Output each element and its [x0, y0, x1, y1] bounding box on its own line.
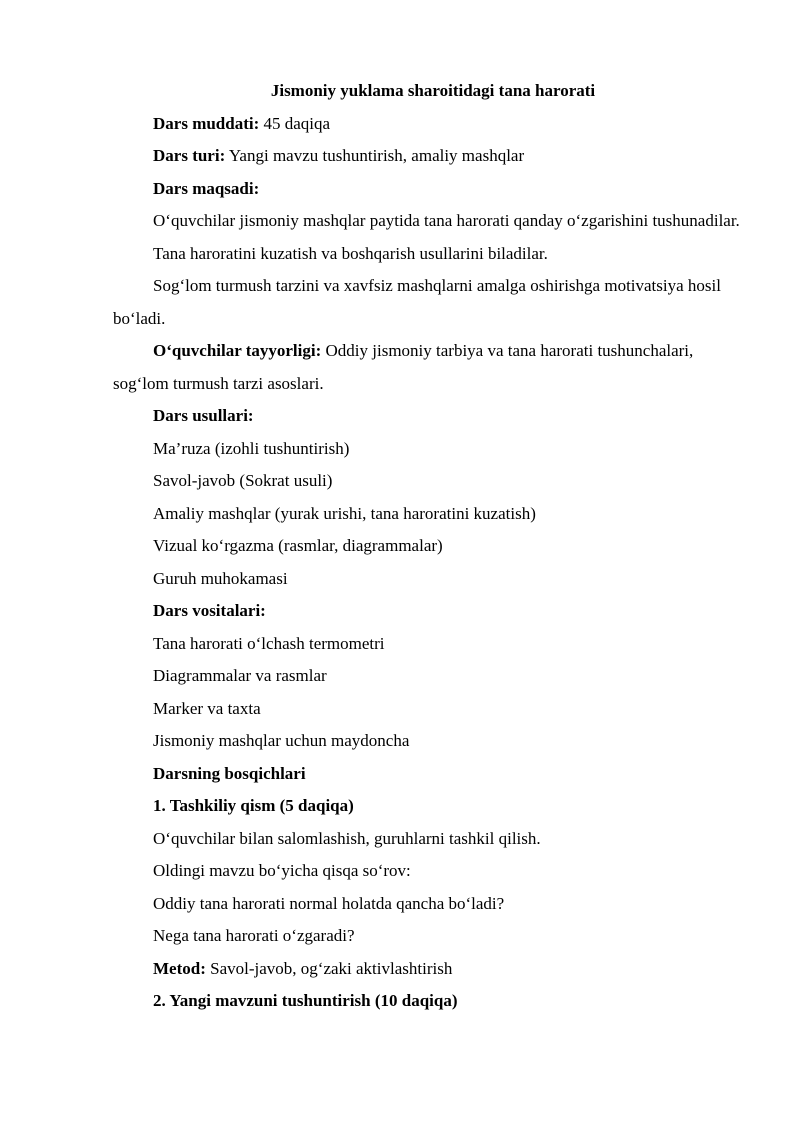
tool-item: Diagrammalar va rasmlar: [153, 666, 327, 685]
duration-line: [113, 108, 743, 141]
duration-value: 45 daqiqa: [259, 113, 331, 133]
duration-label: Dars muddati:: [153, 113, 260, 133]
tool-item: Jismoniy mashqlar uchun maydoncha: [153, 731, 410, 750]
stage2-heading: 2. Yangi mavzuni tushuntirish (10 daqiqa): [153, 991, 458, 1010]
method-item: Amaliy mashqlar (yurak urishi, tana haroratini kuzatish): [153, 503, 536, 523]
readiness-value: Oddiy jismoniy tarbiya va tana harorati tushunchalari, sog‘lom turmush tarzi asoslari.: [113, 341, 694, 393]
method-item: Savol-javob (Sokrat usuli): [153, 471, 333, 490]
readiness-label: O‘quvchilar tayyorligi:: [153, 341, 322, 360]
stages-heading: Darsning bosqichlari: [153, 763, 306, 783]
stage1-line: Oldingi mavzu bo‘yicha qisqa so‘rov:: [153, 861, 411, 880]
document-body: [113, 75, 743, 1018]
goal-heading: Dars maqsadi:: [153, 178, 260, 198]
tools-heading: Dars vositalari:: [153, 601, 266, 620]
stage1-line: Nega tana harorati o‘zgaradi?: [153, 926, 355, 945]
method-item: Vizual ko‘rgazma (rasmlar, diagrammalar): [153, 536, 443, 555]
type-line: [113, 140, 743, 173]
methods-heading: Dars usullari:: [153, 406, 254, 425]
readiness-line: [113, 335, 743, 400]
stage1-heading: 1. Tashkiliy qism (5 daqiqa): [153, 796, 354, 815]
type-label: Dars turi:: [153, 146, 226, 165]
method-item: Guruh muhokamasi: [153, 568, 288, 588]
stage1-line: Oddiy tana harorati normal holatda qancha bo‘ladi?: [153, 893, 505, 913]
stage1-method-line: [113, 953, 743, 986]
method-item: Ma’ruza (izohli tushuntirish): [153, 438, 350, 458]
stage1-line: O‘quvchilar bilan salomlashish, guruhlarni tashkil qilish.: [153, 828, 541, 848]
goal-item: O‘quvchilar jismoniy mashqlar paytida tana harorati qanday o‘zgarishini tushunadilar.: [153, 211, 740, 230]
stage1-method-value: Savol-javob, og‘zaki aktivlashtirish: [205, 958, 453, 978]
tool-item: Tana harorati o‘lchash termometri: [153, 633, 385, 653]
goal-item: Sog‘lom turmush tarzini va xavfsiz mashqlarni amalga oshirishga motivatsiya hosil bo‘ladi.: [113, 276, 721, 328]
stage1-method-label: Metod:: [153, 958, 206, 978]
type-value: Yangi mavzu tushuntirish, amaliy mashqlar: [225, 146, 525, 165]
document-title: Jismoniy yuklama sharoitidagi tana harorati: [270, 81, 596, 100]
tool-item: Marker va taxta: [153, 698, 261, 718]
goal-item: Tana haroratini kuzatish va boshqarish usullarini biladilar.: [153, 243, 548, 263]
